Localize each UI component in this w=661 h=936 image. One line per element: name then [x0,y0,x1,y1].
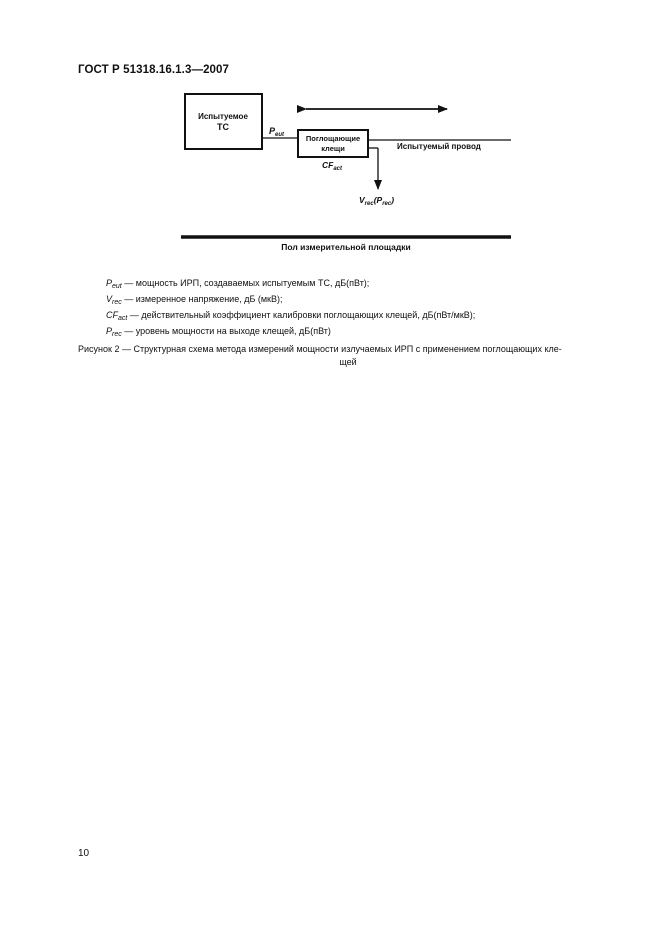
eut-box-label-line2: ТС [217,122,229,132]
legend-symbol: $V_{rec}$ [106,294,122,306]
legend-text: — измеренное напряжение, дБ (мкВ); [121,294,283,304]
legend-symbol: $P_{rec}$ [106,326,122,338]
page-number: 10 [78,848,90,859]
p-rec-sub: rec [382,201,392,207]
legend-text: — действительный коэффициент калибровки поглощающих клещей, дБ(пВт/мкВ); [127,310,476,320]
document-header: ГОСТ Р 51318.16.1.3—2007 [78,64,230,76]
v-rec-sub: rec [364,201,374,207]
ground-plane-label: Пол измерительной площадки [281,242,411,252]
eut-box-label-line1: Испытуемое [198,112,248,121]
legend-item [106,309,475,325]
legend-text: — мощность ИРП, создаваемых испытуемым ТС, дБ(пВт); [121,278,370,288]
clamp-label-line2: клещи [321,144,345,153]
p-eut-label [269,126,285,138]
clamp-label-line1: Поглощающие [305,134,361,143]
measurement-diagram [0,0,661,270]
legend-text: — уровень мощности на выходе клещей, дБ(пВт) [121,326,331,336]
legend-item [106,277,475,293]
figure-caption [78,343,618,369]
legend-symbol: $P_{eut}$ [106,278,122,290]
v-rec-label: $V_{rec}(P_{rec})$ [359,195,395,207]
p-rec-symbol: P [376,195,383,205]
legend-item [106,293,475,309]
cf-act-symbol: CF [322,160,334,170]
p-eut-sub: eut [275,132,285,138]
symbol-legend [106,277,475,341]
cable-under-test-label: Испытуемый провод [397,142,481,151]
cf-act-sub: act [333,166,343,172]
legend-item [106,325,475,341]
figure-caption-line2: щей [339,357,357,367]
p-eut-symbol: P [269,126,276,136]
cf-act-label [322,160,343,172]
figure-caption-line1: Рисунок 2 — Структурная схема метода измерений мощности излучаемых ИРП с применением поглощающих кле- [78,344,562,354]
legend-symbol: $CF_{act}$ [106,310,128,322]
v-rec-symbol: V [359,195,365,205]
